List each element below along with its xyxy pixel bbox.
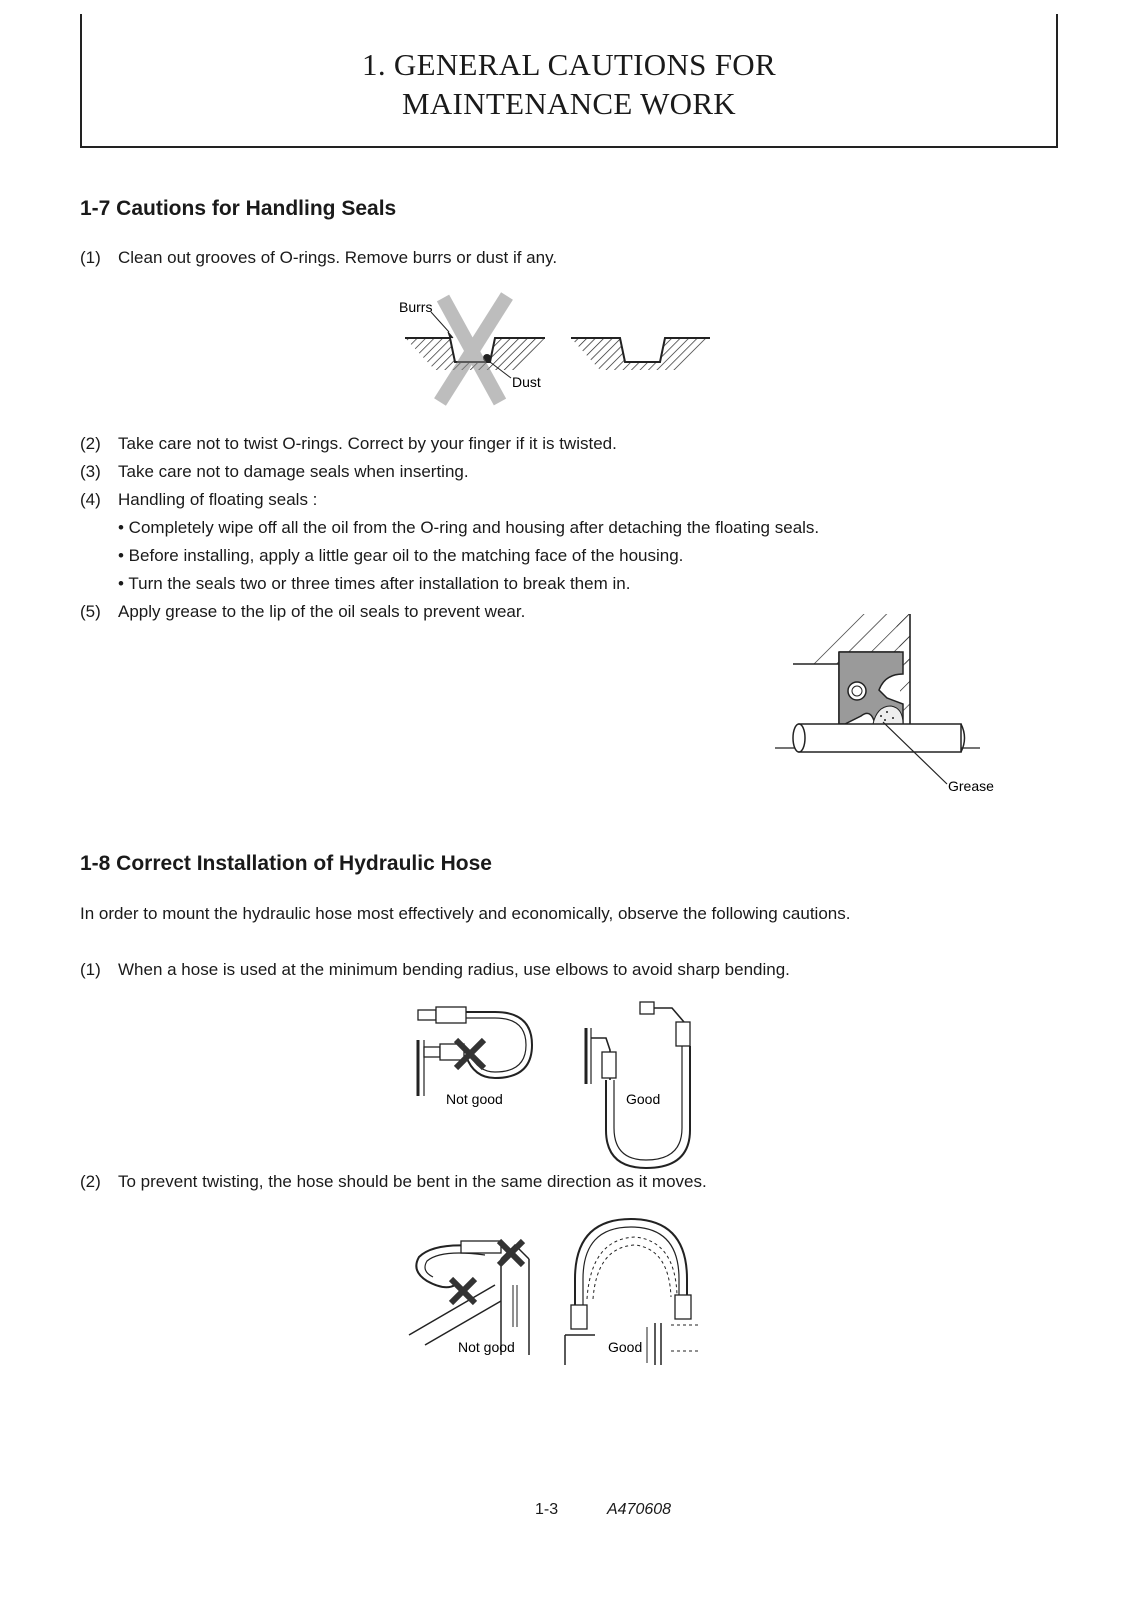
burrs-label: Burrs: [399, 299, 433, 315]
section-heading-hose: 1-8 Correct Installation of Hydraulic Hose: [80, 852, 492, 875]
page-title-line-1: 1. GENERAL CAUTIONS FOR: [362, 47, 776, 82]
item-number: (4): [80, 490, 101, 509]
item-number: (3): [80, 462, 101, 481]
seal-item-3: [80, 462, 469, 482]
bullet-item: • Turn the seals two or three times after installation to break them in.: [118, 574, 631, 593]
item-text: Apply grease to the lip of the oil seals to prevent wear.: [118, 602, 526, 621]
good-label: Good: [626, 1091, 661, 1107]
page-number: 1-3: [535, 1501, 559, 1518]
hose-item-2: [80, 1172, 707, 1192]
grease-label: Grease: [948, 778, 994, 794]
bullet-item: • Before installing, apply a little gear oil to the matching face of the housing.: [118, 546, 684, 565]
item-text: To prevent twisting, the hose should be bent in the same direction as it moves.: [118, 1172, 707, 1191]
document-code: A470608: [607, 1501, 672, 1518]
hose-intro: In order to mount the hydraulic hose most effectively and economically, observe the following cautions.: [80, 904, 851, 923]
oil-seal-figure: [775, 612, 1015, 802]
seal-item-1: [80, 248, 557, 268]
seal-item-2: [80, 434, 617, 454]
seal-item-4: [80, 490, 317, 510]
item-number: (5): [80, 602, 101, 621]
seal-item-5: [80, 602, 525, 622]
good-label: Good: [608, 1339, 643, 1355]
item-number: (2): [80, 1172, 101, 1191]
page-title-line-2: MAINTENANCE WORK: [401, 86, 736, 121]
section-heading-seals: 1-7 Cautions for Handling Seals: [80, 197, 397, 220]
not-good-label: Not good: [446, 1091, 503, 1107]
bullet-item: • Completely wipe off all the oil from the O-ring and housing after detaching the floating seals.: [118, 518, 820, 537]
item-text: Take care not to twist O-rings. Correct by your finger if it is twisted.: [118, 434, 617, 453]
item-text: When a hose is used at the minimum bending radius, use elbows to avoid sharp bending.: [118, 960, 790, 979]
item-text: Take care not to damage seals when inserting.: [118, 462, 469, 481]
not-good-label: Not good: [458, 1339, 515, 1355]
hose-item-1: [80, 960, 790, 980]
item-text: Clean out grooves of O-rings. Remove burrs or dust if any.: [118, 248, 558, 267]
item-number: (1): [80, 960, 101, 979]
item-number: (1): [80, 248, 101, 267]
hose-bend-figure: [410, 1000, 710, 1175]
title-box: [80, 14, 1058, 148]
item-text: Handling of floating seals :: [118, 490, 318, 509]
dust-label: Dust: [512, 374, 541, 390]
groove-figure: [395, 292, 725, 407]
item-number: (2): [80, 434, 101, 453]
hose-twist-figure: [405, 1215, 705, 1375]
